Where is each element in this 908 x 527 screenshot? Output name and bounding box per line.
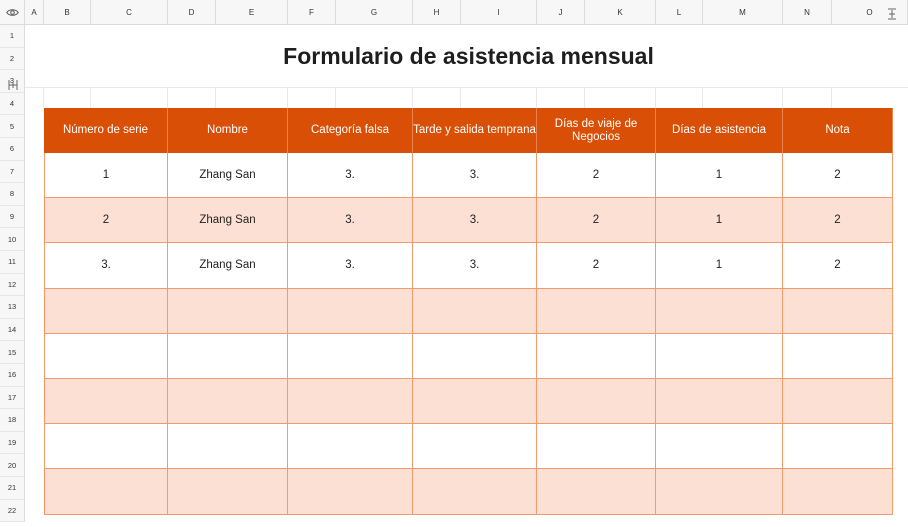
table-cell[interactable]: [168, 424, 288, 469]
table-cell[interactable]: [288, 379, 413, 424]
column-header-j[interactable]: J: [537, 0, 585, 25]
table-cell[interactable]: [44, 424, 168, 469]
column-header-h[interactable]: H: [413, 0, 461, 25]
table-cell[interactable]: 3.: [288, 153, 413, 198]
row-header-12[interactable]: 12: [0, 274, 25, 297]
table-cell[interactable]: [656, 289, 783, 334]
row-header-14[interactable]: 14: [0, 319, 25, 342]
column-header-e[interactable]: E: [216, 0, 288, 25]
table-header-cell[interactable]: Número de serie: [44, 108, 168, 153]
table-cell[interactable]: [656, 469, 783, 514]
table-cell[interactable]: 3.: [413, 153, 537, 198]
table-cell[interactable]: 2: [44, 198, 168, 243]
title-cell[interactable]: [44, 25, 893, 88]
table-cell[interactable]: 1: [44, 153, 168, 198]
column-header-d[interactable]: D: [168, 0, 216, 25]
table-cell[interactable]: [783, 424, 893, 469]
row-header-19[interactable]: 19: [0, 432, 25, 455]
table-header-cell[interactable]: Días de viaje de Negocios: [537, 108, 656, 153]
column-header-n[interactable]: N: [783, 0, 832, 25]
select-all-corner[interactable]: [0, 0, 25, 25]
column-header-l[interactable]: L: [656, 0, 703, 25]
row-header-9[interactable]: 9: [0, 206, 25, 229]
table-cell[interactable]: [537, 379, 656, 424]
table-cell[interactable]: 2: [783, 153, 893, 198]
table-cell[interactable]: [537, 334, 656, 379]
table-cell[interactable]: 1: [656, 198, 783, 243]
column-header-b[interactable]: B: [44, 0, 91, 25]
table-cell[interactable]: [44, 334, 168, 379]
gridline: [584, 87, 585, 108]
row-header-18[interactable]: 18: [0, 409, 25, 432]
table-cell[interactable]: [288, 289, 413, 334]
column-header-m[interactable]: M: [703, 0, 783, 25]
table-cell[interactable]: [288, 424, 413, 469]
table-cell[interactable]: Zhang San: [168, 243, 288, 288]
table-cell[interactable]: [168, 334, 288, 379]
row-header-10[interactable]: 10: [0, 228, 25, 251]
row-header-15[interactable]: 15: [0, 341, 25, 364]
gridline: [215, 87, 216, 108]
row-header-6[interactable]: 6: [0, 138, 25, 161]
table-header-cell[interactable]: Nombre: [168, 108, 288, 153]
table-cell[interactable]: [656, 379, 783, 424]
gridline: [90, 87, 91, 108]
table-cell[interactable]: [413, 334, 537, 379]
gridline: [536, 87, 537, 108]
table-cell[interactable]: [537, 469, 656, 514]
table-cell[interactable]: 3.: [413, 243, 537, 288]
table-cell[interactable]: [783, 379, 893, 424]
row-header-11[interactable]: 11: [0, 251, 25, 274]
row-header-16[interactable]: 16: [0, 364, 25, 387]
table-header-cell[interactable]: Días de asistencia: [656, 108, 783, 153]
table-cell[interactable]: [413, 379, 537, 424]
row-header-2[interactable]: 2: [0, 48, 25, 71]
table-cell[interactable]: 2: [783, 198, 893, 243]
column-resize-icon[interactable]: [886, 8, 898, 20]
page-title: Formulario de asistencia mensual: [283, 42, 654, 69]
table-cell[interactable]: [537, 289, 656, 334]
row-header-8[interactable]: 8: [0, 183, 25, 206]
table-cell[interactable]: [288, 334, 413, 379]
table-cell[interactable]: [656, 334, 783, 379]
gridline: [782, 87, 783, 108]
row-header-7[interactable]: 7: [0, 161, 25, 184]
table-cell[interactable]: 2: [537, 243, 656, 288]
column-header-k[interactable]: K: [585, 0, 656, 25]
table-cell[interactable]: [537, 424, 656, 469]
table-cell[interactable]: 3.: [288, 243, 413, 288]
gridline: [702, 87, 703, 108]
table-cell[interactable]: [288, 469, 413, 514]
row-header-1[interactable]: 1: [0, 25, 25, 48]
gridline: [43, 87, 44, 108]
table-cell[interactable]: [168, 289, 288, 334]
table-cell[interactable]: [783, 289, 893, 334]
column-header-a[interactable]: A: [25, 0, 44, 25]
gridline: [335, 87, 336, 108]
table-cell[interactable]: [44, 379, 168, 424]
table-cell[interactable]: [168, 469, 288, 514]
row-header-4[interactable]: 4: [0, 93, 25, 116]
column-header-f[interactable]: F: [288, 0, 336, 25]
table-header-cell[interactable]: Tarde y salida temprana: [413, 108, 537, 153]
table-cell[interactable]: 1: [656, 153, 783, 198]
row-resize-icon[interactable]: [8, 79, 18, 91]
table-cell[interactable]: [656, 424, 783, 469]
table-cell[interactable]: Zhang San: [168, 153, 288, 198]
table-cell[interactable]: Zhang San: [168, 198, 288, 243]
attendance-table: [44, 108, 893, 515]
gridline: [287, 87, 288, 108]
table-cell[interactable]: [783, 469, 893, 514]
row-header-17[interactable]: 17: [0, 387, 25, 410]
table-cell[interactable]: 1: [656, 243, 783, 288]
table-cell[interactable]: [44, 289, 168, 334]
table-cell[interactable]: 3.: [413, 198, 537, 243]
table-cell[interactable]: 2: [783, 243, 893, 288]
gridline: [412, 87, 413, 108]
table-cell[interactable]: [413, 289, 537, 334]
table-cell[interactable]: 2: [537, 153, 656, 198]
column-header-o[interactable]: O: [832, 0, 908, 25]
gridline: [655, 87, 656, 108]
row-header-5[interactable]: 5: [0, 115, 25, 138]
column-header-i[interactable]: I: [461, 0, 537, 25]
row-header-21[interactable]: 21: [0, 477, 25, 500]
table-cell[interactable]: [168, 379, 288, 424]
column-header-g[interactable]: G: [336, 0, 413, 25]
table-cell[interactable]: [413, 469, 537, 514]
table-cell[interactable]: [413, 424, 537, 469]
row-header-3[interactable]: 3: [0, 70, 25, 93]
table-cell[interactable]: 2: [537, 198, 656, 243]
row-header-20[interactable]: 20: [0, 454, 25, 477]
table-cell[interactable]: 3.: [288, 198, 413, 243]
table-header-cell[interactable]: Categoría falsa: [288, 108, 413, 153]
column-header-c[interactable]: C: [91, 0, 168, 25]
eye-icon: [6, 8, 19, 17]
gridline: [167, 87, 168, 108]
table-header-cell[interactable]: Nota: [783, 108, 893, 153]
row-header-22[interactable]: 22: [0, 500, 25, 523]
row-header-13[interactable]: 13: [0, 296, 25, 319]
table-cell[interactable]: [783, 334, 893, 379]
gridline: [831, 87, 832, 108]
table-cell[interactable]: 3.: [44, 243, 168, 288]
table-cell[interactable]: [44, 469, 168, 514]
gridline: [460, 87, 461, 108]
